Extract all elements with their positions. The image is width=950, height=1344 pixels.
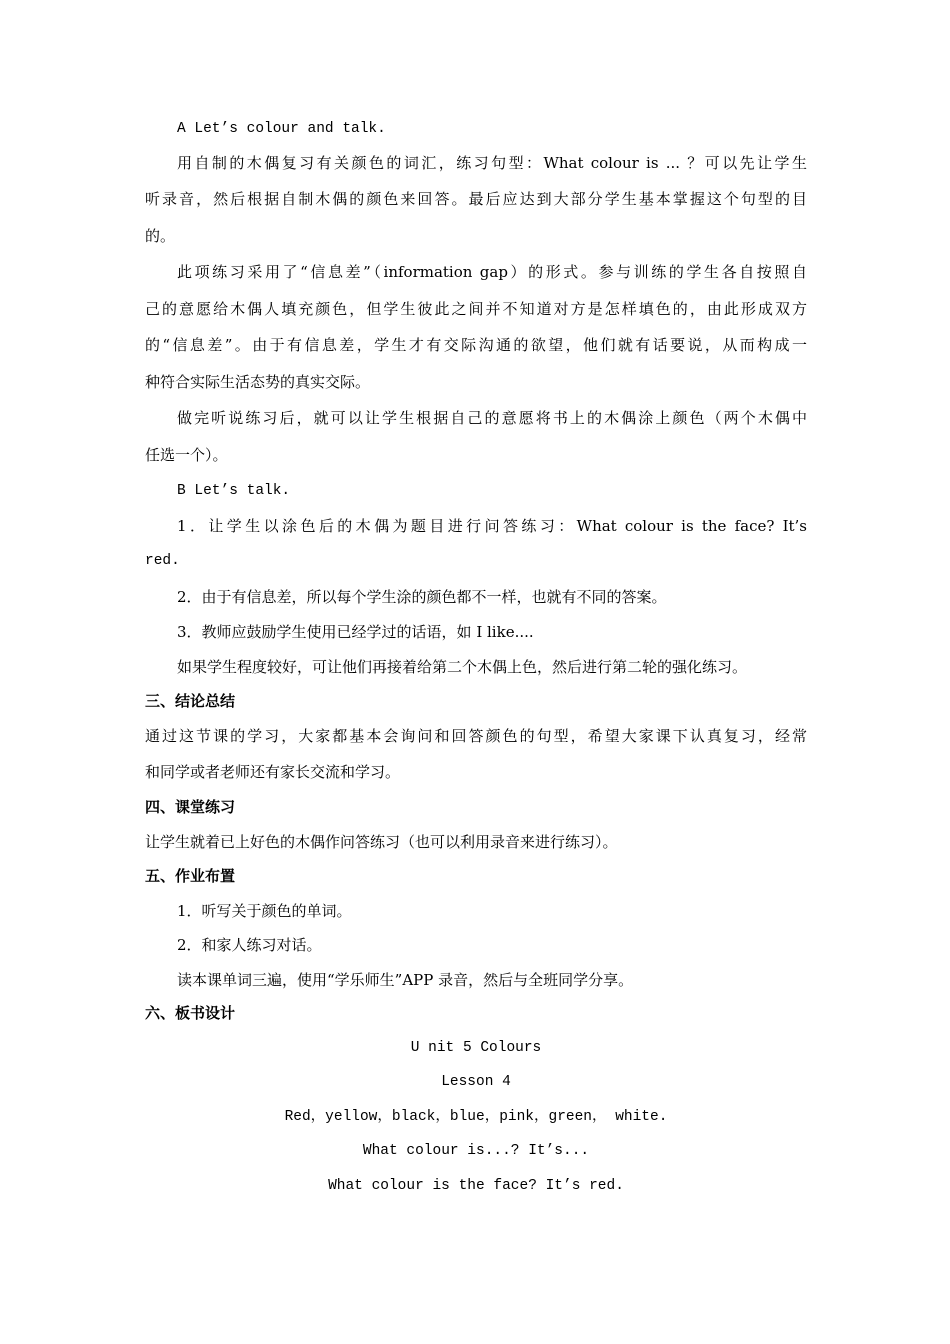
section-heading: 三、结论总结: [145, 692, 236, 710]
board-line: Red，yellow，black，blue，pink，green， white.: [284, 1109, 668, 1125]
paragraph-line: 的“信息差”。由于有信息差，学生才有交际沟通的欲望，他们就有话要说，从而构成一: [145, 336, 807, 354]
board-line: What colour is...? It’s...: [362, 1143, 590, 1159]
paragraph-line: 种符合实际生活态势的真实交际。: [145, 373, 371, 391]
paragraph-line: red.: [145, 553, 180, 569]
paragraph-line: 做完听说练习后，就可以让学生根据自己的意愿将书上的木偶涂上颜色（两个木偶中: [177, 409, 807, 427]
list-item: 2．和家人练习对话。: [177, 936, 322, 954]
section-a-title: A Let’s colour and talk.: [177, 121, 386, 137]
board-line: Lesson 4: [441, 1074, 511, 1090]
paragraph-line: 用自制的木偶复习有关颜色的词汇，练习句型：What colour is ... ？可以先让学生: [177, 154, 807, 172]
paragraph-line: 和同学或者老师还有家长交流和学习。: [145, 763, 401, 781]
paragraph-line: 听录音，然后根据自制木偶的颜色来回答。最后应达到大部分学生基本掌握这个句型的目: [145, 190, 807, 208]
paragraph-line: 读本课单词三遍，使用“学乐师生”APP 录音，然后与全班同学分享。: [177, 971, 634, 989]
paragraph-line: 让学生就着已上好色的木偶作问答练习（也可以利用录音来进行练习）。: [145, 833, 618, 851]
list-item: 2．由于有信息差，所以每个学生涂的颜色都不一样，也就有不同的答案。: [177, 588, 667, 606]
section-heading: 五、作业布置: [145, 867, 236, 885]
section-heading: 六、板书设计: [145, 1004, 236, 1022]
list-item: 1．听写关于颜色的单词。: [177, 902, 352, 920]
list-item: 1．让学生以涂色后的木偶为题目进行问答练习：What colour is the face? It’s: [177, 517, 807, 535]
paragraph-line: 如果学生程度较好，可让他们再接着给第二个木偶上色，然后进行第二轮的强化练习。: [177, 658, 748, 676]
board-line: What colour is the face? It’s red.: [328, 1178, 624, 1194]
section-heading: 四、课堂练习: [145, 798, 236, 816]
paragraph-line: 通过这节课的学习，大家都基本会询问和回答颜色的句型，希望大家课下认真复习，经常: [145, 727, 807, 745]
paragraph-line: 己的意愿给木偶人填充颜色，但学生彼此之间并不知道对方是怎样填色的，由此形成双方: [145, 300, 807, 318]
paragraph-line: 任选一个）。: [145, 446, 228, 464]
section-b-title: B Let’s talk.: [177, 483, 291, 499]
paragraph-line: 的。: [145, 227, 176, 245]
paragraph-line: 此项练习采用了“信息差”（information gap）的形式。参与训练的学生各自按照自: [177, 263, 807, 281]
board-line: U nit 5 Colours: [410, 1040, 542, 1056]
list-item: 3．教师应鼓励学生使用已经学过的话语，如 I like....: [177, 623, 534, 641]
